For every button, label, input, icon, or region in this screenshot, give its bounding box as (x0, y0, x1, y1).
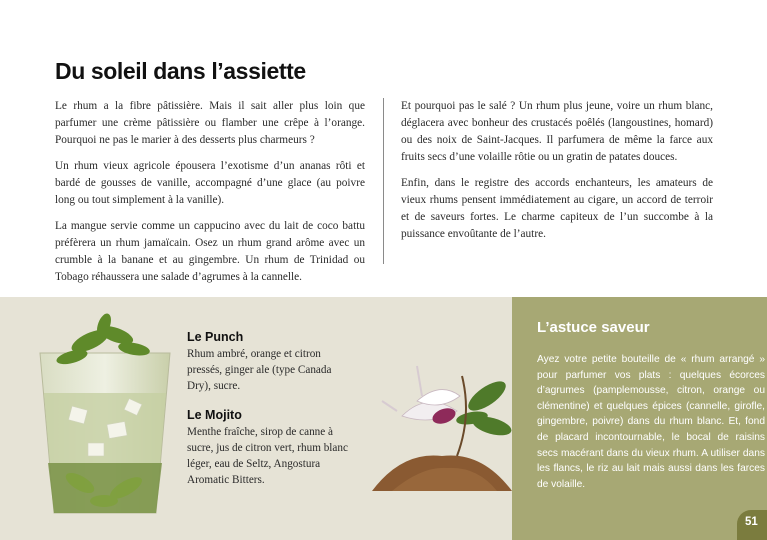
flower-spice-image (362, 356, 522, 496)
recipe-title: Le Punch (187, 330, 244, 344)
paragraph: La mangue servie comme un cappucino avec du lait de coco battu préfèrera un rhum jamaïcain. Osez un rhum grand arôme avec un crumble à la banane et au gingembre. Un rhum de Trinidad ou Tobago réhaussera une salade d’agrumes à la cannelle. (55, 220, 365, 283)
page-number: 51 (745, 516, 758, 528)
paragraph: Et pourquoi pas le salé ? Un rhum plus jeune, voire un rhum blanc, déglacera avec bonheur des crustacés poêlés (langoustines, homard) ou des noix de Saint-Jacques. Il parfumera de même la farce aux fruits secs d’une volaille rôtie ou un gratin de patates douces. (401, 100, 713, 163)
recipe-text: Menthe fraîche, sirop de canne à sucre, jus de citron vert, rhum blanc léger, eau de Seltz, Angostura Aromatic Bitters. (187, 426, 348, 486)
recipe-text: Rhum ambré, orange et citron pressés, ginger ale (type Canada Dry), sucre. (187, 348, 332, 392)
paragraph: Un rhum vieux agricole épousera l’exotisme d’un ananas rôti et bardé de gousses de vanille, accompagné d’une glace (au poivre long ou tout simplement à la vanille). (55, 160, 365, 206)
page-title: Du soleil dans l’assiette (55, 58, 306, 84)
recipe-title: Le Mojito (187, 408, 242, 422)
paragraph: Enfin, dans le registre des accords enchanteurs, les amateurs de vieux rhums pensent immédiatement au cigare, un accord de terroir et de saveurs fortes. Le charme capiteux de l’un succombe à la puissance envoûtante de l’autre. (401, 177, 713, 240)
right-text-column (401, 98, 713, 252)
left-text-column (55, 98, 365, 295)
paragraph: Le rhum a la fibre pâtissière. Mais il sait aller plus loin que parfumer une crème pâtissière ou flamber une crêpe à l’orange. Pourquoi ne pas le marier à des desserts plus charmeurs ? (55, 100, 365, 146)
tip-title: L’astuce saveur (537, 319, 650, 336)
tip-text: Ayez votre petite bouteille de « rhum arrangé » pour parfumer vos plats : quelques écorces d’agrumes (pamplemousse, citron, orange ou clémentine) et quelques épices (cannelle, girofle, gingembre, poivre) dans du rhum blanc. Et, fond de placard incontournable, le bocal de raisins secs macérant dans du vieux rhum. A utiliser dans les flancs, le riz au lait mais aussi dans les farces de volaille. (537, 354, 765, 490)
mojito-glass-image (30, 313, 180, 523)
column-divider (383, 98, 384, 264)
recipes-list (187, 330, 357, 502)
